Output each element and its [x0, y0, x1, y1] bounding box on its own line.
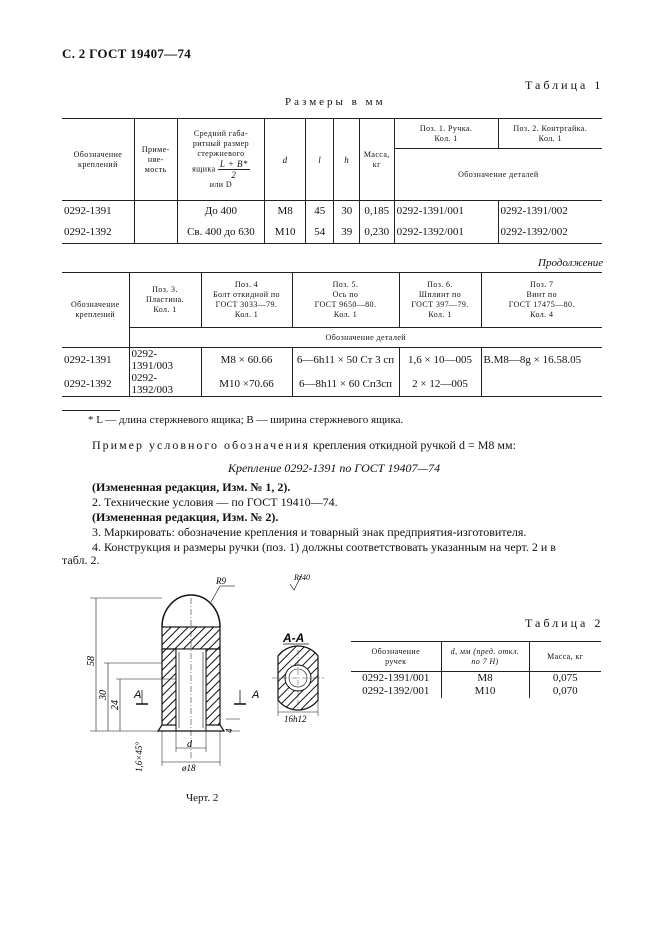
t1-header-l: l [305, 119, 334, 201]
t2-header-mass: Масса, кг [529, 642, 601, 672]
table-row [62, 222, 602, 244]
continuation-label: Продолжение [538, 257, 604, 269]
paragraph-amend-1: (Измененная редакция, Изм. № 1, 2). [92, 480, 291, 494]
example-designation: Крепление 0292-1391 по ГОСТ 19407—74 [228, 461, 441, 475]
t1c-cell-pos7 [481, 372, 602, 397]
t1-header-mass: Масса, кг [359, 119, 394, 201]
t2-cell-designation: 0292-1391/001 [351, 672, 441, 685]
t1c-header-parts: Обозначение деталей [129, 328, 602, 348]
t1-cell-h: 39 [334, 222, 359, 244]
svg-text:30: 30 [98, 690, 109, 700]
table1-subtitle: Размеры в мм [285, 96, 386, 108]
svg-text:А-А: А-А [283, 631, 305, 645]
svg-text:d: d [187, 739, 192, 750]
svg-text:16h12: 16h12 [284, 714, 307, 724]
t1-cell-l: 54 [305, 222, 334, 244]
paragraph-4-cont: табл. 2. [62, 553, 100, 567]
drawing-handle [85, 565, 345, 785]
svg-text:А: А [252, 689, 260, 701]
table-row [62, 201, 602, 222]
footnote-rule [62, 410, 120, 411]
t1-cell-l: 45 [305, 201, 334, 222]
t2-header-d: d, мм (пред. откл. по 7 H) [441, 642, 529, 672]
t1c-cell-designation: 0292-1391 [62, 348, 129, 373]
t1c-cell-pos7: В.М8—8g × 16.58.05 [483, 354, 582, 366]
t1-header-application: Приме- няе- мость [134, 119, 177, 201]
t2-header-designation: Обозначение ручек [351, 642, 441, 672]
svg-text:1,6×45°: 1,6×45° [134, 742, 144, 772]
table1 [62, 118, 602, 244]
t1-cell-size: До 400 [177, 201, 265, 222]
t1c-cell-pos4: М10 ×70.66 [201, 372, 292, 397]
t1c-header-pos6: Поз. 6. Шплинт по ГОСТ 397—79. Кол. 1 [399, 273, 481, 328]
t1c-cell-pos6: 1,6 × 10—005 [399, 348, 481, 373]
svg-text:4: 4 [224, 728, 234, 733]
t1-cell-d: М10 [265, 222, 306, 244]
t1-cell-application [134, 222, 177, 244]
t1-header-pos1: Поз. 1. Ручка. Кол. 1 [394, 119, 498, 149]
t2-cell-designation: 0292-1392/001 [351, 685, 441, 698]
t1c-header-pos7: Поз. 7 Винт по ГОСТ 17475—80. Кол. 4 [481, 273, 602, 328]
svg-text:58: 58 [86, 656, 97, 666]
t1c-cell-pos3: 0292-1391/003 [129, 348, 201, 373]
t1-header-d: d [265, 119, 306, 201]
t1c-header-pos4: Поз. 4 Болт откидной по ГОСТ 3033—79. Кол. 1 [201, 273, 292, 328]
t1-header-designation: Обозначение креплений [62, 119, 134, 201]
t1-cell-h: 30 [334, 201, 359, 222]
t1-cell-mass: 0,185 [359, 201, 394, 222]
t1-cell-designation: 0292-1392 [62, 222, 134, 244]
drawing-caption: Черт. 2 [186, 792, 219, 804]
continuation-table [62, 272, 602, 397]
table-row [351, 672, 601, 685]
table2-caption: Таблица 2 [525, 616, 604, 630]
t1-header-h: h [334, 119, 359, 201]
paragraph-amend-2: (Измененная редакция, Изм. № 2). [92, 510, 279, 524]
example-line: Пример условного обозначения крепления откидной ручкой d = М8 мм: [92, 438, 516, 452]
t2-cell-mass: 0,070 [552, 685, 578, 697]
svg-text:А: А [134, 689, 142, 701]
svg-text:R9: R9 [216, 576, 226, 586]
table-row [62, 372, 602, 397]
t1-cell-pos2: 0292-1392/002 [498, 222, 602, 244]
table1-caption: Таблица 1 [525, 78, 604, 92]
t1-header-pos2: Поз. 2. Контргайка. Кол. 1 [498, 119, 602, 149]
t1c-cell-pos5: 6—6h11 × 50 Ст 3 сп [292, 348, 399, 373]
t1-cell-pos1: 0292-1392/001 [394, 222, 498, 244]
t1-header-avg-size: Средний габа- ритный размер стержневого ящика $\frac{L + B*}{2}$ или D [177, 119, 265, 201]
t2-cell-d: М10 [441, 685, 529, 698]
t1c-cell-pos6: 2 × 12—005 [399, 372, 481, 397]
t1-cell-designation: 0292-1391 [62, 201, 134, 222]
t1c-header-pos3: Поз. 3. Пластина. Кол. 1 [129, 273, 201, 328]
footnote: * L — длина стержневого ящика; B — ширина стержневого ящика. [88, 414, 404, 426]
t1-cell-pos2: 0292-1391/002 [500, 205, 568, 218]
t1-cell-size: Св. 400 до 630 [177, 222, 265, 244]
t1-cell-mass: 0,230 [359, 222, 394, 244]
t1c-cell-pos4: М8 × 60.66 [201, 348, 292, 373]
t1-cell-application [134, 201, 177, 222]
t1c-cell-designation: 0292-1392 [62, 372, 129, 397]
t1-cell-d: М8 [265, 201, 306, 222]
table2 [351, 641, 601, 698]
paragraph-3: 3. Маркировать: обозначение крепления и товарный знак предприятия-изготовителя. [92, 525, 527, 539]
svg-text:ø18: ø18 [182, 763, 196, 773]
t1-header-parts: Обозначение деталей [394, 149, 602, 201]
t2-cell-mass: 0,075 [552, 672, 578, 685]
t1c-cell-pos3: 0292-1392/003 [129, 372, 201, 397]
t1c-cell-pos5: 6—8h11 × 60 Сп3сп [292, 372, 399, 397]
table-row [62, 348, 602, 373]
paragraph-2: 2. Технические условия — по ГОСТ 19410—74. [92, 495, 338, 509]
svg-text:24: 24 [110, 700, 121, 710]
table-row [351, 685, 601, 698]
svg-text:Rz40: Rz40 [294, 573, 310, 582]
paragraph-4: 4. Конструкция и размеры ручки (поз. 1) должны соответствовать указанным на черт. 2 и в [92, 540, 556, 554]
page-header: С. 2 ГОСТ 19407—74 [62, 46, 192, 61]
t1c-header-designation: Обозначение креплений [62, 273, 129, 348]
t2-cell-d: М8 [441, 672, 529, 685]
t1c-header-pos5: Поз. 5. Ось по ГОСТ 9650—80. Кол. 1 [292, 273, 399, 328]
t1-cell-pos1: 0292-1391/001 [394, 201, 498, 222]
